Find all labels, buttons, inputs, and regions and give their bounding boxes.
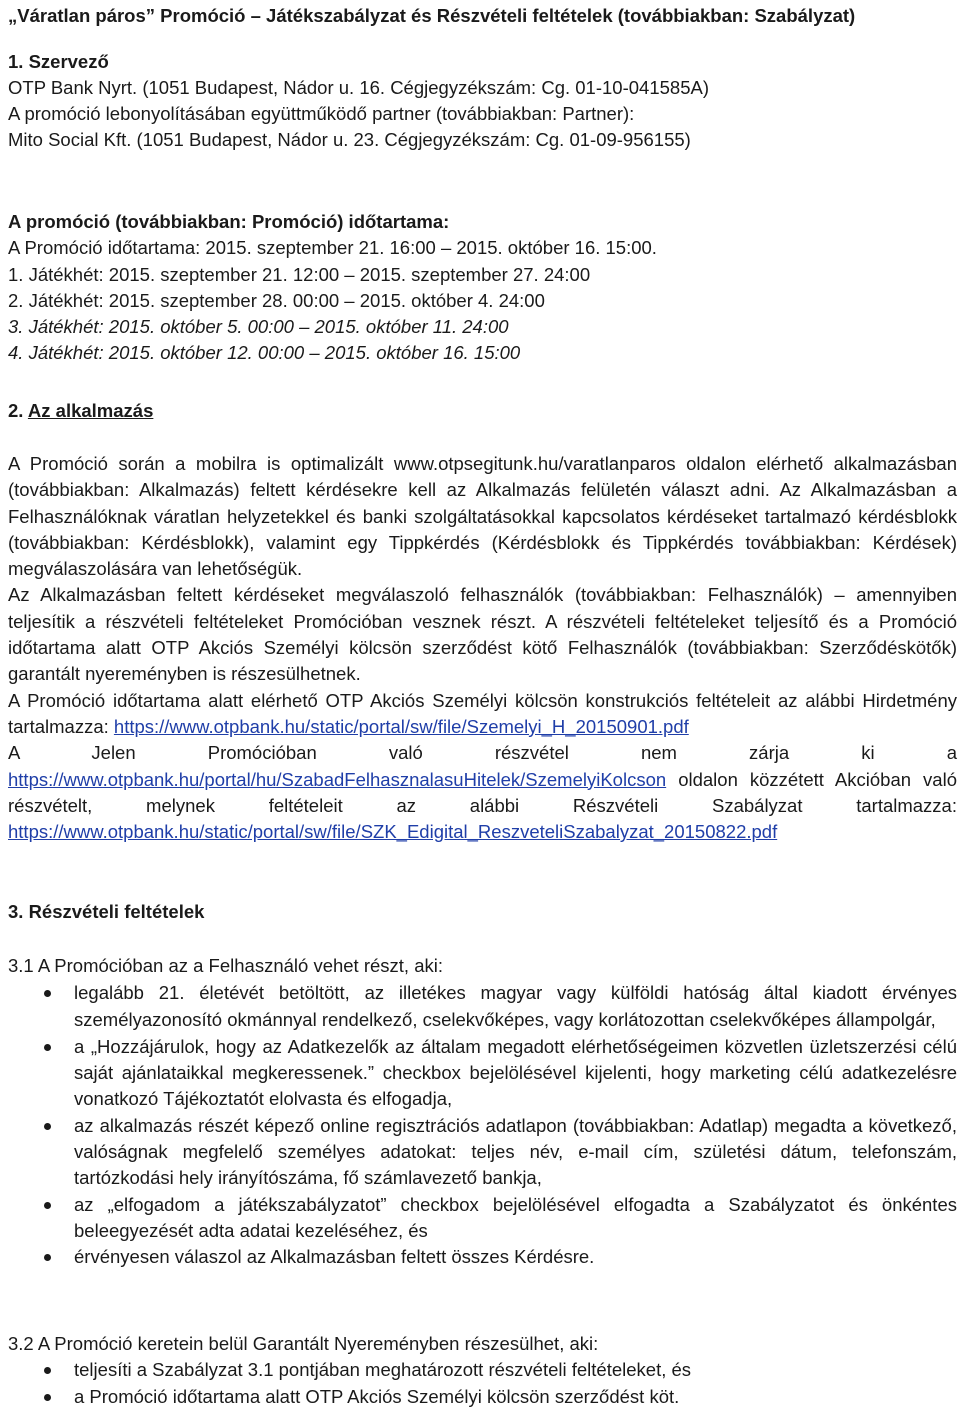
reszveteli-szabalyzat-link[interactable]: https://www.otpbank.hu/static/portal/sw/file/SZK_Edigital_ReszveteliSzabalyzat_20150822.pdf: [8, 821, 778, 843]
section-partner: [8, 101, 691, 154]
list-item-text: teljesíti a Szabályzat 3.1 pontjában meghatározott részvételi feltételeket, és: [74, 1359, 692, 1381]
game-week-1: 1. Játékhét: 2015. szeptember 21. 12:00 – 2015. szeptember 27. 24:00: [8, 263, 591, 285]
section-duration: [8, 209, 657, 367]
partner-text: Mito Social Kft. (1051 Budapest, Nádor u. 23. Cégjegyzékszám: Cg. 01-09-956155): [8, 129, 691, 151]
bullet-icon: [44, 1123, 51, 1130]
hirdetmeny-link[interactable]: https://www.otpbank.hu/static/portal/sw/file/Szemelyi_H_20150901.pdf: [113, 715, 689, 737]
szemelyi-kolcson-link[interactable]: https://www.otpbank.hu/portal/hu/SzabadFelhasznalasuHitelek/SzemelyiKolcson: [8, 768, 667, 790]
list-item: [8, 1034, 957, 1113]
list-item-text: a Promóció időtartama alatt OTP Akciós Személyi kölcsön szerződést köt.: [74, 1385, 680, 1407]
game-week-4: 4. Játékhét: 2015. október 12. 00:00 – 2015. október 16. 15:00: [8, 342, 521, 364]
conditions-list-3-1: [8, 980, 957, 1270]
organizer-text: OTP Bank Nyrt. (1051 Budapest, Nádor u. 16. Cégjegyzékszám: Cg. 01-10-041585A): [8, 77, 709, 99]
app-paragraph-5-text: oldalon közzétett Akcióban való részvételt, melynek feltételeit az alábbi Részvételi Szabályzat tartalmazza:: [8, 768, 957, 816]
game-week-2: 2. Játékhét: 2015. szeptember 28. 00:00 – 2015. október 4. 24:00: [8, 289, 545, 311]
list-item: [8, 1192, 957, 1245]
bullet-icon: [44, 1367, 51, 1374]
app-paragraph-4: A Jelen Promócióban való részvétel nem zárja ki a: [8, 742, 957, 764]
section-number-app: 2.: [8, 400, 24, 421]
game-week-3: 3. Játékhét: 2015. október 5. 00:00 – 2015. október 11. 24:00: [8, 316, 509, 338]
partner-heading: A promóció lebonyolításában együttműködő partner (továbbiakban: Partner):: [8, 103, 635, 124]
bullet-icon: [44, 1202, 51, 1209]
section-organizer: [8, 49, 709, 102]
bullet-icon: [44, 1254, 51, 1261]
section-heading-app: [8, 398, 153, 424]
list-item: [8, 1357, 957, 1383]
list-item-text: az alkalmazás részét képező online regisztrációs adatlapon (továbbiakban: Adatlap) megadta a következő, valóságnak megfelelő személyes adatokat: teljes név, e-mail cím, születési dátum, telefonszám, tartózkodási hely irányítószáma, fő számlavezető bankja,: [74, 1114, 957, 1189]
list-item: [8, 980, 957, 1033]
subsection-heading-3-2: 3.2 A Promóció keretein belül Garantált Nyereményben részesülhet, aki:: [8, 1333, 599, 1354]
app-paragraph-5: [8, 767, 957, 846]
conditions-list-3-2: [8, 1357, 957, 1410]
bullet-icon: [44, 1394, 51, 1401]
app-paragraph-3: [8, 688, 957, 741]
section-heading-conditions: 3. Részvételi feltételek: [8, 901, 205, 922]
list-item: [8, 1244, 957, 1270]
duration-heading: A promóció (továbbiakban: Promóció) időtartama:: [8, 211, 450, 232]
app-paragraph-1: A Promóció során a mobilra is optimalizált www.otpsegitunk.hu/varatlanparos oldalon elérhető alkalmazásban (továbbiakban: Alkalmazás) feltett kérdésekre kell az Alkalmazás felületén választ adni. Az Alkalmazásban a Felhasználóknak váratlan helyzetekkel és banki szolgáltatásokkal kapcsolatos kérdéseket tartalmazó kérdésblokk (továbbiakban: Kérdésblokk), valamint egy Tippkérdés (Kérdésblokk és Tippkérdés továbbiakban: Kérdések) megválaszolására van lehetőségük.: [8, 453, 957, 580]
list-item-text: érvényesen válaszol az Alkalmazásban feltett összes Kérdésre.: [74, 1246, 595, 1268]
section-conditions-3-1: [8, 953, 957, 1271]
section-heading-organizer: 1. Szervező: [8, 51, 109, 72]
section-conditions-3-2: [8, 1331, 957, 1410]
app-paragraph-3-text: A Promóció időtartama alatt elérhető OTP Akciós Személyi kölcsön konstrukciós feltételeit az alábbi Hirdetmény tartalmazza:: [8, 689, 957, 737]
section-app-body: [8, 451, 957, 845]
list-item: [8, 1113, 957, 1192]
section-title-app: Az alkalmazás: [27, 400, 154, 421]
list-item: [8, 1384, 957, 1410]
bullet-icon: [44, 990, 51, 997]
duration-text: A Promóció időtartama: 2015. szeptember 21. 16:00 – 2015. október 16. 15:00.: [8, 237, 657, 259]
app-paragraph-2: Az Alkalmazásban feltett kérdéseket megválaszoló felhasználók (továbbiakban: Felhasználók) – amennyiben teljesítik a részvételi feltételeket Promócióban vesznek részt. A részvételi feltételeket teljesítő és a Promóció időtartama alatt OTP Akciós Személyi kölcsön szerződést kötő Felhasználók (továbbiakban: Szerződéskötők) garantált nyereményben is részesülhetnek.: [8, 584, 957, 685]
list-item-text: legalább 21. életévét betöltött, az illetékes magyar vagy külföldi hatóság által kiadott érvényes személyazonosító okmánnyal rendelkező, cselekvőképes, vagy korlátozottan cselekvőképes állampolgár,: [74, 982, 957, 1030]
bullet-icon: [44, 1044, 51, 1051]
subsection-heading-3-1: 3.1 A Promócióban az a Felhasználó vehet részt, aki:: [8, 955, 443, 976]
list-item-text: a „Hozzájárulok, hogy az Adatkezelők az általam megadott elérhetőségeimen közvetlen üzletszerzési célú saját ajánlataikkal megkeressenek.” checkbox bejelölésével kijelenti, hogy marketing célú adatkezelésre vonatkozó Tájékoztatót elolvasta és elfogadja,: [74, 1035, 957, 1110]
list-item-text: az „elfogadom a játékszabályzatot” checkbox bejelölésével elfogadta a Szabályzatot és önkéntes beleegyezését adta adatai kezeléséhez, és: [74, 1193, 957, 1241]
document-title: „Váratlan páros” Promóció – Játékszabályzat és Részvételi feltételek (továbbiakban: Szabályzat): [8, 5, 856, 26]
